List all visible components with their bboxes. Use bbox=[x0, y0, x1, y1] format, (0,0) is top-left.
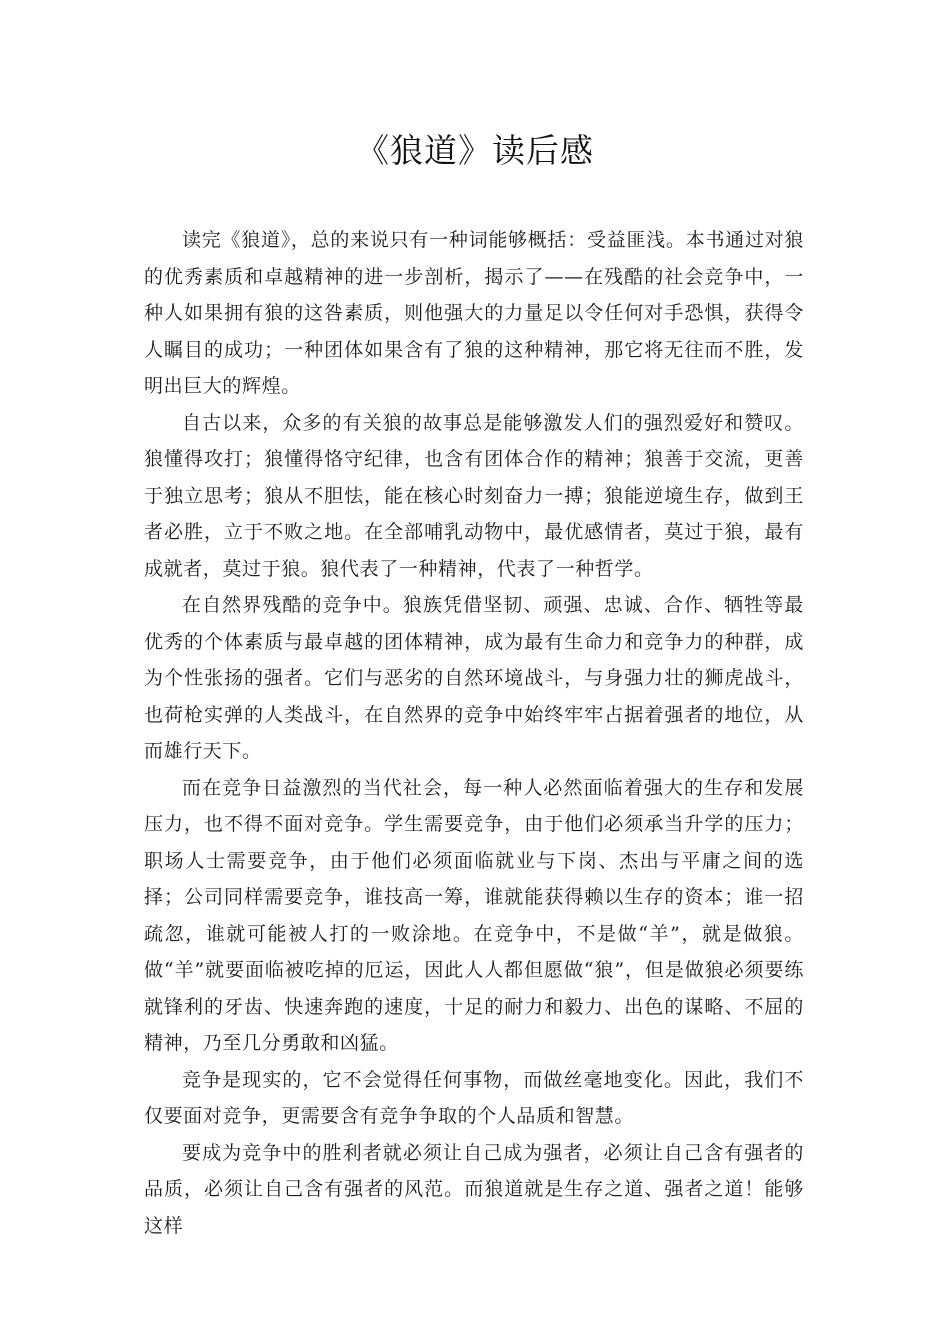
paragraph: 自古以来，众多的有关狼的故事总是能够激发人们的强烈爱好和赞叹。狼懂得攻打；狼懂得恪守纪律，也含有团体合作的精神；狼善于交流，更善于独立思考；狼从不胆怯，能在核心时刻奋力一搏；狼能逆境生存，做到王者必胜，立于不败之地。在全部哺乳动物中，最优感情者，莫过于狼，最有成就者，莫过于狼。狼代表了一种精神，代表了一种哲学。 bbox=[144, 411, 804, 580]
paragraph: 而在竞争日益激烈的当代社会，每一种人必然面临着强大的生存和发展压力，也不得不面对竞争。学生需要竞争，由于他们必须承当升学的压力；职场人士需要竞争，由于他们必须面临就业与下岗、杰出与平庸之间的选择；公司同样需要竞争，谁技高一筹，谁就能获得赖以生存的资本；谁一招疏忽，谁就可能被人打的一败涂地。在竞争中，不是做“羊”，就是做狼。做“羊”就要面临被吃掉的厄运，因此人人都但愿做“狼”，但是做狼必须要练就锋利的牙齿、快速奔跑的速度，十足的耐力和毅力、出色的谋略、不屈的精神，乃至几分勇敢和凶猛。 bbox=[144, 776, 804, 1054]
paragraph: 要成为竞争中的胜利者就必须让自己成为强者，必须让自己含有强者的品质，必须让自己含有强者的风范。而狼道就是生存之道、强者之道！能够这样 bbox=[144, 1141, 804, 1237]
paragraph: 读完《狼道》，总的来说只有一种词能够概括：受益匪浅。本书通过对狼的优秀素质和卓越精神的进一步剖析，揭示了——在残酷的社会竞争中，一种人如果拥有狼的这咎素质，则他强大的力量足以令任何对手恐惧，获得令人瞩目的成功；一种团体如果含有了狼的这种精神，那它将无往而不胜，发明出巨大的辉煌。 bbox=[144, 229, 804, 397]
paragraph: 在自然界残酷的竞争中。狼族凭借坚韧、顽强、忠诚、合作、牺牲等最优秀的个体素质与最卓越的团体精神，成为最有生命力和竞争力的种群，成为个性张扬的强者。它们与恶劣的自然环境战斗，与身强力壮的狮虎战斗，也荷枪实弹的人类战斗，在自然界的竞争中始终牢牢占据着强者的地位，从而雄行天下。 bbox=[144, 594, 804, 762]
document-body bbox=[144, 222, 804, 1244]
document-title: 《狼道》读后感 bbox=[356, 131, 594, 170]
paragraph: 竞争是现实的，它不会觉得任何事物，而做丝毫地变化。因此，我们不仅要面对竞争，更需要含有竞争争取的个人品质和智慧。 bbox=[144, 1068, 804, 1127]
